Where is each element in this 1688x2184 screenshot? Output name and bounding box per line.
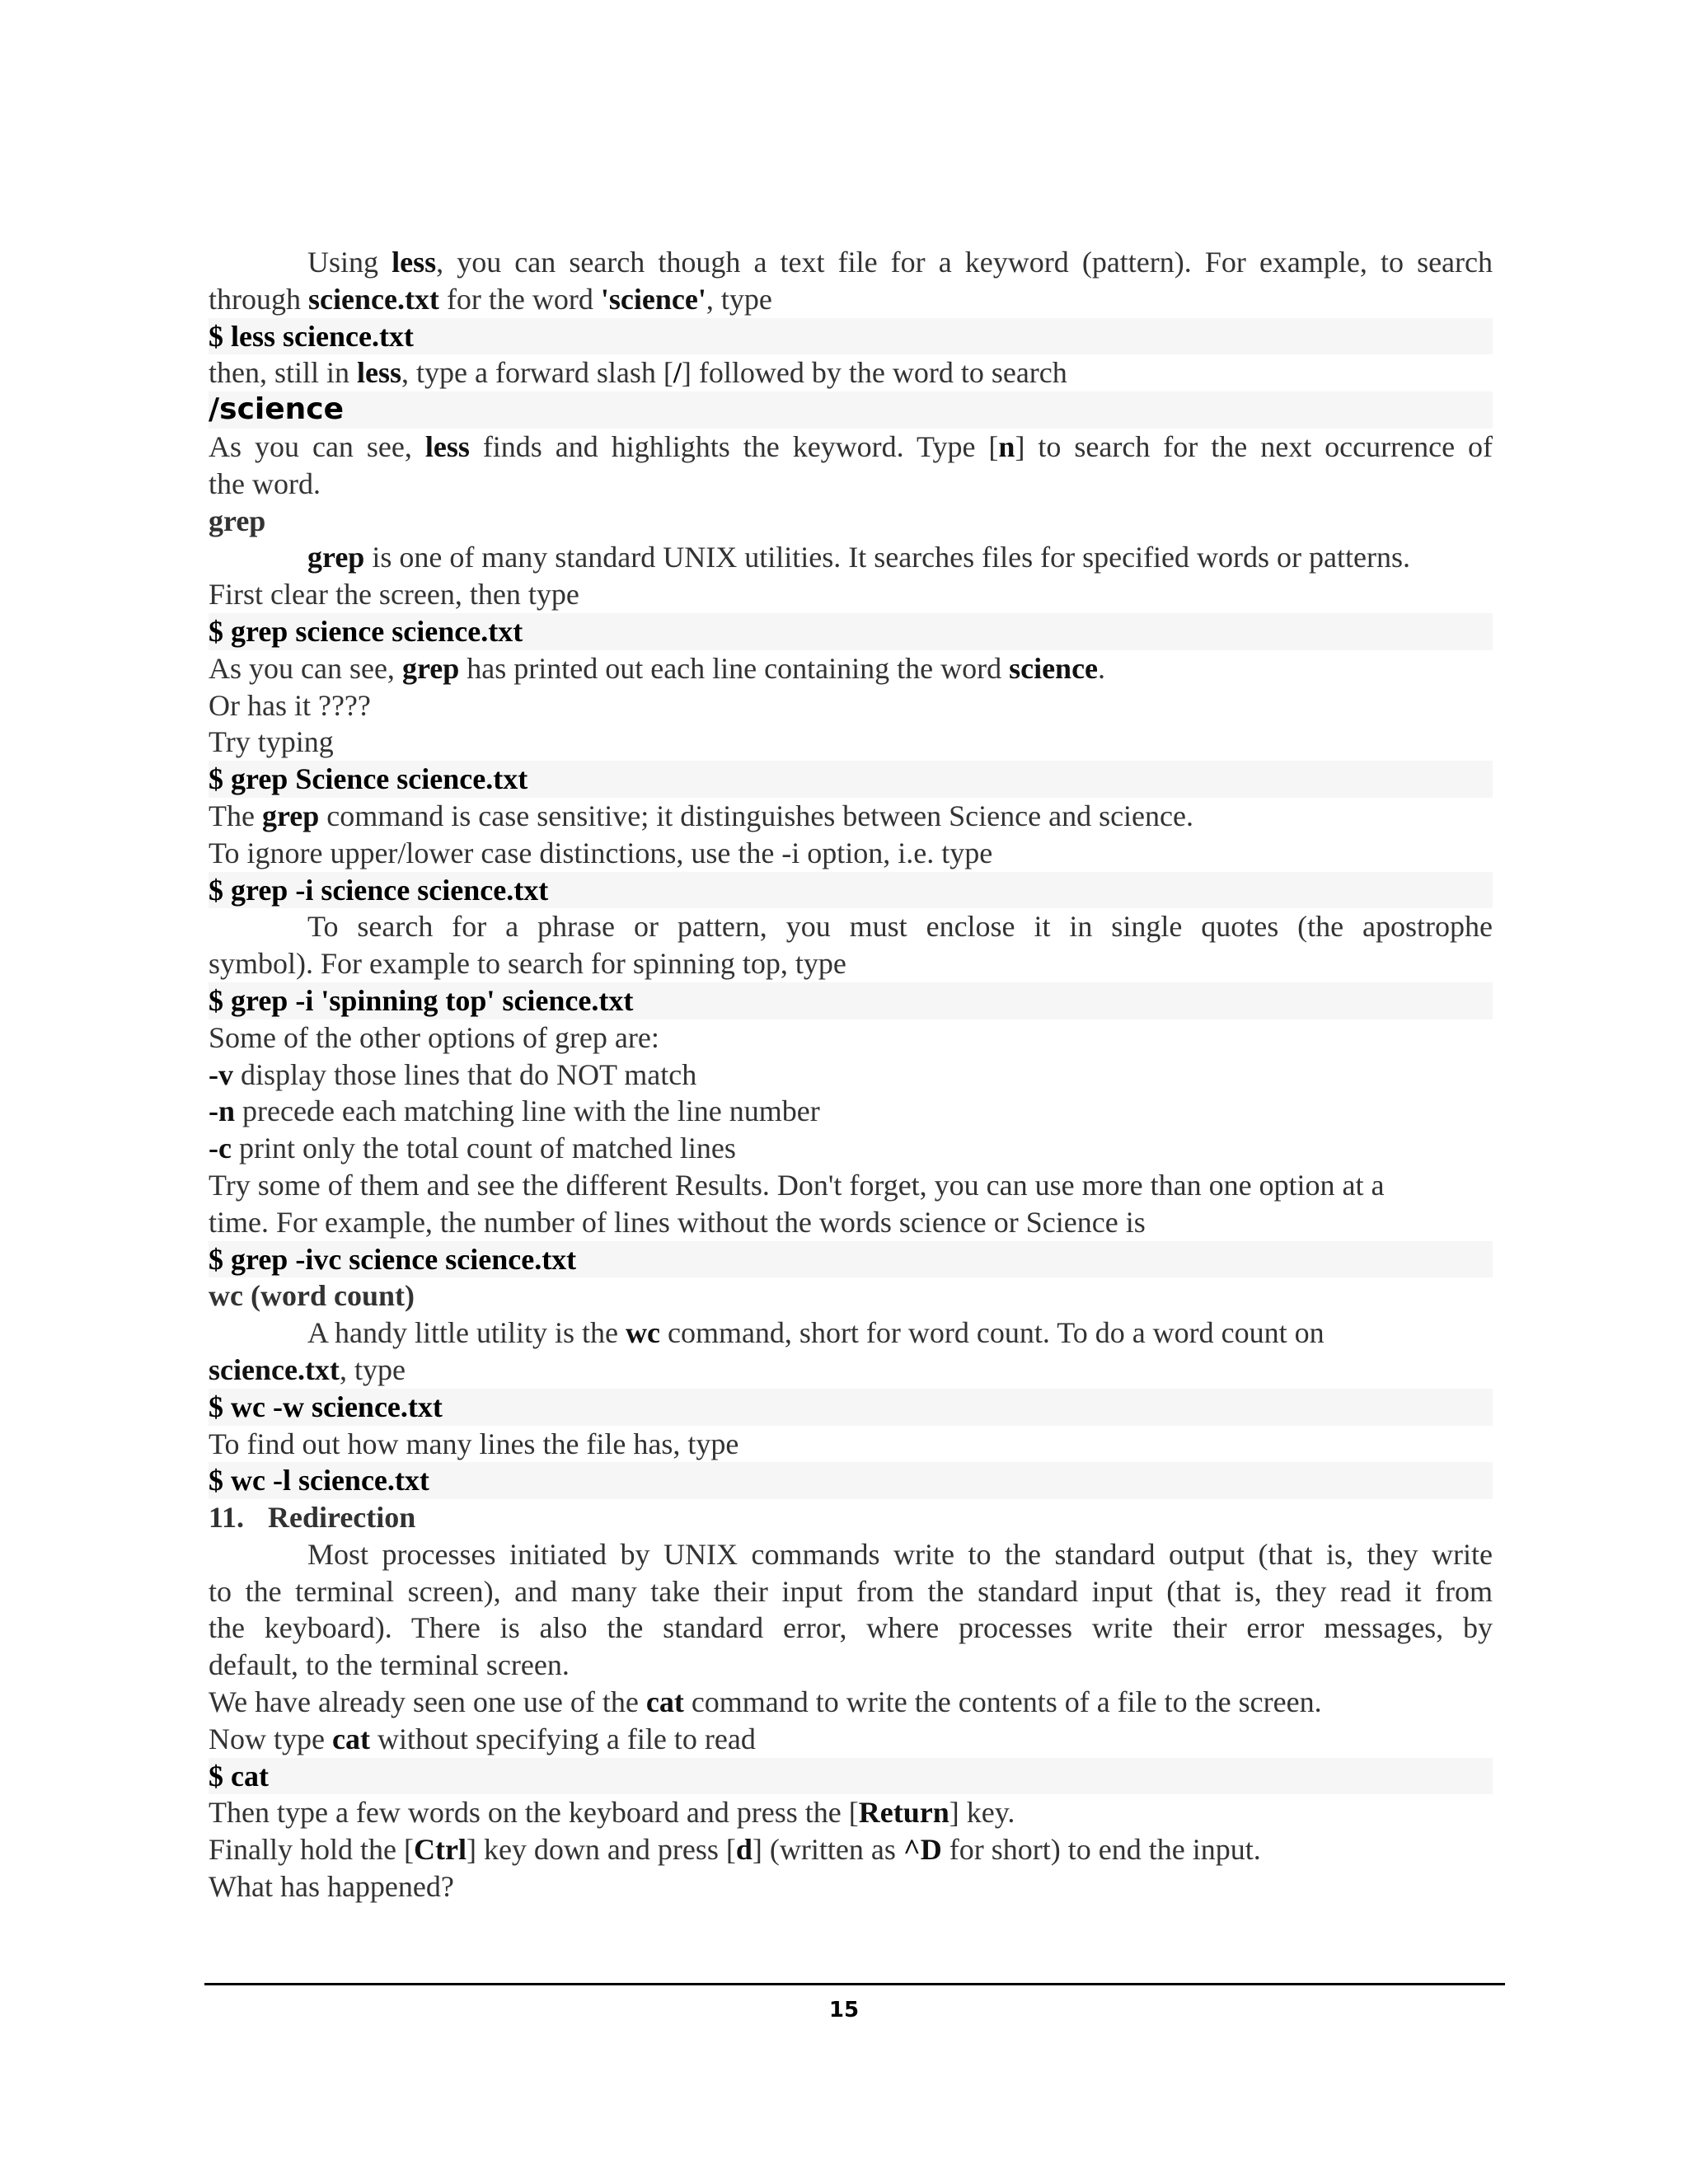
text-line: We have already seen one use of the cat command to write the contents of a file to the screen. [209,1685,1322,1719]
text-line: What has happened? [209,1870,454,1904]
text-line: through science.txt for the word 'science', type [209,282,772,316]
text-line: The grep command is case sensitive; it distinguishes between Science and science. [209,799,1193,832]
text-line: Finally hold the [Ctrl] key down and press [d] (written as ^D for short) to end the input. [209,1833,1261,1867]
bold-term: cat [645,1685,684,1719]
bold-term: -n [209,1094,236,1128]
bold-term: 'science' [600,282,706,316]
bold-term: less [424,429,470,463]
text-line: To search for a phrase or pattern, you must enclose it in single quotes (the apostrophe [307,910,1493,944]
bold-term: ^D [903,1833,942,1867]
command-line: $ grep -i science science.txt [209,872,1493,909]
bold-term: science [1009,651,1099,685]
bold-term: grep [307,541,365,574]
text-line: to the terminal screen), and many take their input from the standard input (that is, they read it from [209,1574,1493,1608]
text-line: As you can see, grep has printed out each line containing the word science. [209,651,1106,685]
bold-term: Return [858,1796,950,1830]
bold-term: less [392,246,437,279]
text-line: time. For example, the number of lines without the words science or Science is [209,1205,1146,1239]
text-line: Or has it ???? [209,688,371,722]
command-line: /science [209,391,1493,429]
text-line: the keyboard). There is also the standard error, where processes write their error messages, by [209,1611,1493,1645]
text-line: Try some of them and see the different Results. Don't forget, you can use more than one option at a [209,1168,1385,1202]
bold-term: cat [331,1722,370,1755]
text-line: the word. [209,466,321,500]
option-line: -n precede each matching line with the line number [209,1094,820,1128]
text-line: To ignore upper/lower case distinctions, use the -i option, i.e. type [209,836,993,869]
bold-term: science.txt [308,282,439,316]
section-heading: grep [209,504,266,537]
option-line: -c print only the total count of matched lines [209,1132,736,1165]
numbered-heading: 11. Redirection [209,1499,1493,1536]
command-line: $ grep -i 'spinning top' science.txt [209,982,1493,1019]
text-line: A handy little utility is the wc command, short for word count. To do a word count on [307,1316,1325,1350]
command-line: $ wc -w science.txt [209,1389,1493,1426]
command-line: $ grep Science science.txt [209,761,1493,798]
text-line: grep is one of many standard UNIX utilities. It searches files for specified words or patterns. [307,541,1410,574]
bold-term: n [998,429,1015,463]
text-line: Then type a few words on the keyboard and press the [Return] key. [209,1796,1015,1830]
text-line: symbol). For example to search for spinning top, type [209,947,846,981]
text-line: Some of the other options of grep are: [209,1020,659,1054]
command-line: $ wc -l science.txt [209,1462,1493,1499]
bold-term: -c [209,1132,232,1165]
page-body [209,244,1493,1905]
bold-term: science.txt [209,1352,340,1386]
text-line: science.txt, type [209,1352,406,1386]
text-line: default, to the terminal screen. [209,1648,570,1682]
command-line: $ less science.txt [209,318,1493,355]
bold-term: grep [261,799,320,832]
bold-term: -v [209,1057,233,1091]
bold-term: d [735,1833,753,1867]
text-line: Try typing [209,725,334,759]
heading-number: 11. [209,1501,245,1535]
text-line: Using less, you can search though a text file for a keyword (pattern). For example, to search [307,246,1493,279]
bold-term: wc [625,1316,660,1350]
option-line: -v display those lines that do NOT match [209,1057,697,1091]
bold-term: grep [401,651,460,685]
text-line: As you can see, less finds and highlights the keyword. Type [n] to search for the next occurrence of [209,429,1493,463]
command-line: $ cat [209,1758,1493,1795]
page-number: 15 [828,1998,860,2022]
text-line: Now type cat without specifying a file to read [209,1722,756,1755]
bold-term: Ctrl [413,1833,467,1867]
bold-term: less [357,356,401,390]
command-line: $ grep science science.txt [209,613,1493,650]
command-line: $ grep -ivc science science.txt [209,1241,1493,1278]
text-line: Most processes initiated by UNIX commands write to the standard output (that is, they write [307,1537,1493,1571]
text-line: First clear the screen, then type [209,578,579,612]
bold-term: / [673,356,682,390]
section-heading: wc (word count) [209,1279,415,1313]
text-line: To find out how many lines the file has, type [209,1427,739,1460]
text-line: then, still in less, type a forward slash [/] followed by the word to search [209,356,1067,390]
footer-divider [204,1983,1505,1985]
